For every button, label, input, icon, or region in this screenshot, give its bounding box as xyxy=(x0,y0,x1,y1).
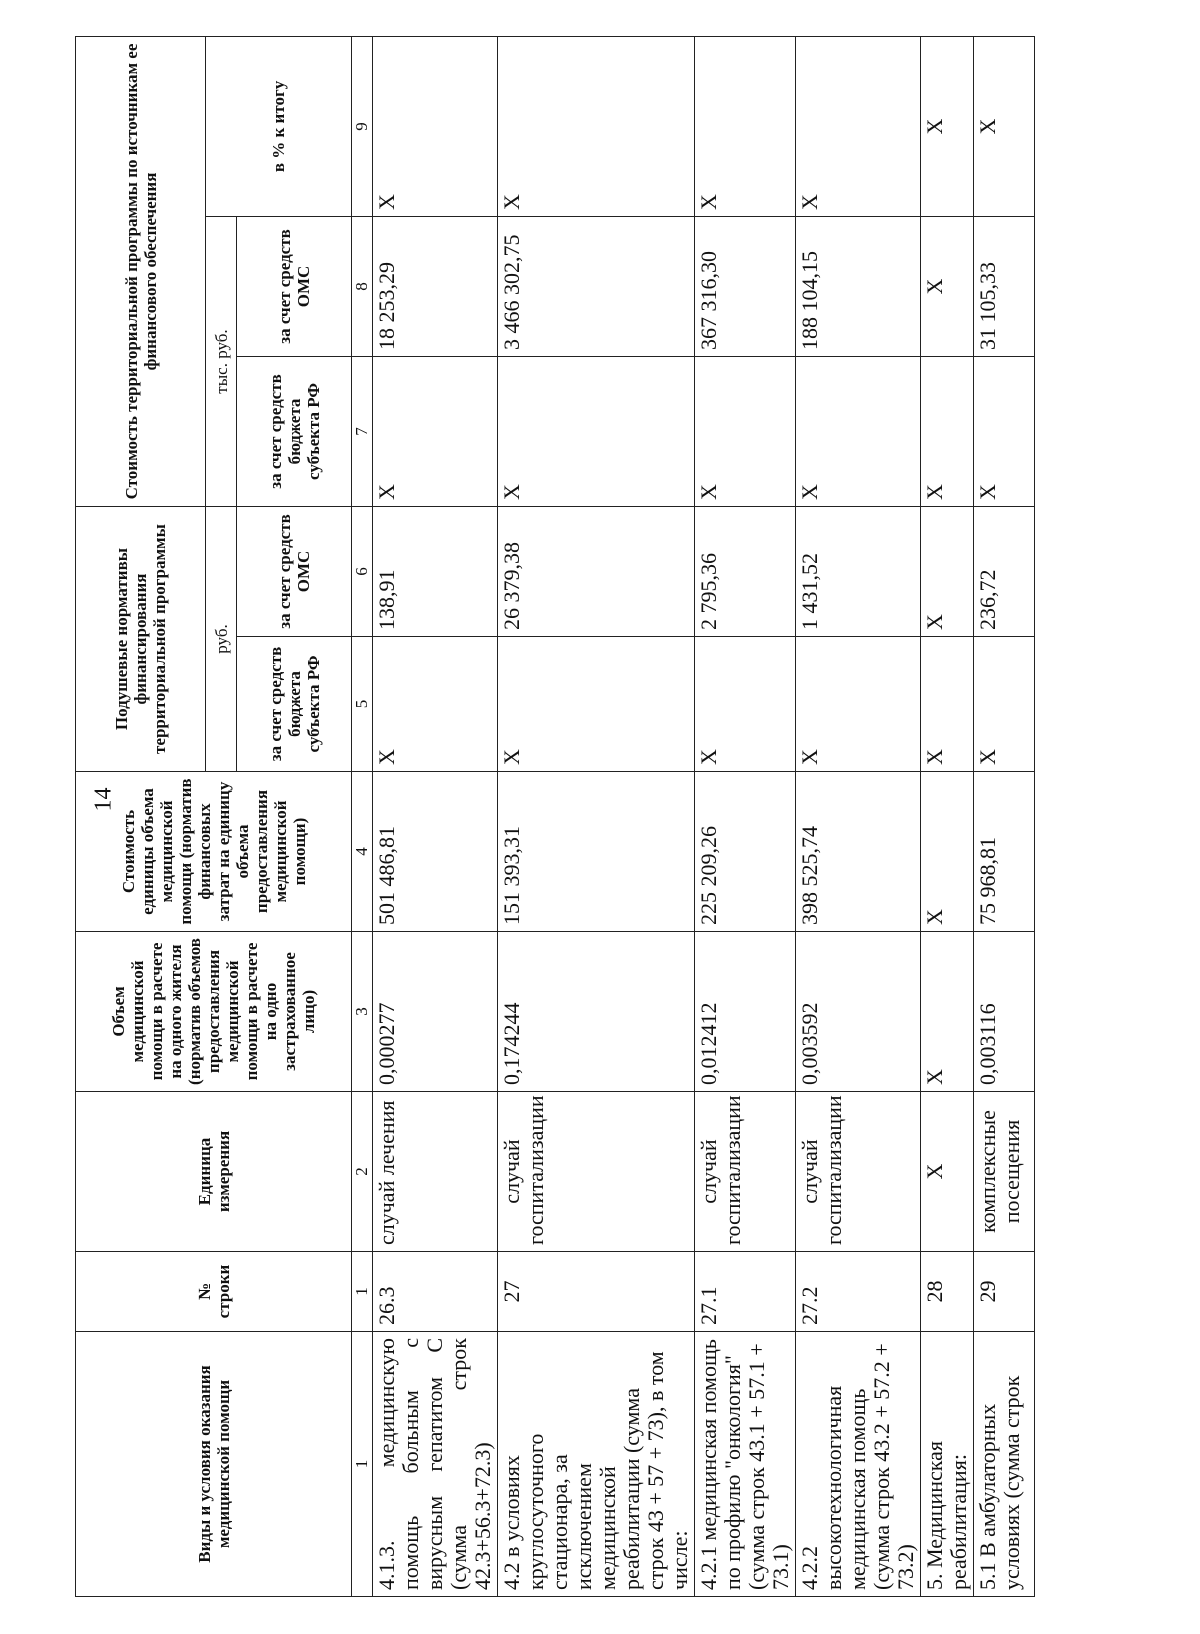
header-cost: Стоимость единицы объема медицинской помощи (норматив финансовых затрат на единицу объема предоставления медицинской помощи) xyxy=(76,772,352,932)
cell-row-no: 27 xyxy=(498,1252,695,1332)
cell-percent: X xyxy=(373,36,498,216)
cell-unit: случай лечения xyxy=(373,1092,498,1252)
cell-total-budget: X xyxy=(974,357,1035,507)
cell-pc-oms: 1 431,52 xyxy=(796,507,921,637)
header-unit-rub: руб. xyxy=(206,507,237,772)
cell-pc-oms: X xyxy=(921,507,974,637)
table-row xyxy=(921,36,974,1596)
header-total-budget: за счет средств бюджета субъекта РФ xyxy=(237,357,352,507)
column-number: 6 xyxy=(352,507,373,637)
cell-unit: случай госпитализации xyxy=(695,1092,796,1252)
cell-total-oms: 18 253,29 xyxy=(373,217,498,357)
cell-unit: случай госпитализации xyxy=(498,1092,695,1252)
cell-total-oms: 188 104,15 xyxy=(796,217,921,357)
column-number: 5 xyxy=(352,637,373,772)
cell-unit: случай госпитализации xyxy=(796,1092,921,1252)
cell-percent: X xyxy=(695,36,796,216)
column-number: 1 xyxy=(352,1252,373,1332)
table-row xyxy=(974,36,1035,1596)
cell-pc-budget: X xyxy=(921,637,974,772)
column-number: 3 xyxy=(352,932,373,1092)
cell-total-oms: 367 316,30 xyxy=(695,217,796,357)
cell-type: 4.1.3. медицинскую помощь больным с вирусным гепатитом С (сумма строк 42.3+56.3+72.3) xyxy=(373,1332,498,1597)
cell-total-budget: X xyxy=(373,357,498,507)
cell-unit: X xyxy=(921,1092,974,1252)
cell-unit: комплексные посещения xyxy=(974,1092,1035,1252)
column-number: 1 xyxy=(352,1332,373,1597)
cell-pc-budget: X xyxy=(373,637,498,772)
header-volume: Объем медицинской помощи в расчете на одного жителя (норматив объемов предоставления медицинской помощи в расчете на одно застрахованное лицо) xyxy=(76,932,352,1092)
cell-cost: 398 525,74 xyxy=(796,772,921,932)
table-row xyxy=(373,36,498,1596)
cell-row-no: 29 xyxy=(974,1252,1035,1332)
header-row-no: № строки xyxy=(76,1252,352,1332)
cell-pc-budget: X xyxy=(974,637,1035,772)
header-pc-oms: за счет средств ОМС xyxy=(237,507,352,637)
cell-percent: X xyxy=(921,36,974,216)
header-percapita-group: Подушевые нормативы финансирования территориальной программы xyxy=(76,507,206,772)
cell-total-budget: X xyxy=(498,357,695,507)
header-pc-budget: за счет средств бюджета субъекта РФ xyxy=(237,637,352,772)
cell-type: 4.2 в условиях круглосуточного стационара, за исключением медицинской реабилитации (сумма строк 43 + 57 + 73), в том числе: xyxy=(498,1332,695,1597)
column-number: 2 xyxy=(352,1092,373,1252)
column-number: 8 xyxy=(352,217,373,357)
table-row xyxy=(498,36,695,1596)
header-unit: Единица измерения xyxy=(76,1092,352,1252)
cell-row-no: 27.2 xyxy=(796,1252,921,1332)
table-row xyxy=(796,36,921,1596)
cell-cost: 151 393,31 xyxy=(498,772,695,932)
cell-pc-oms: 236,72 xyxy=(974,507,1035,637)
cell-volume: 0,012412 xyxy=(695,932,796,1092)
cell-total-oms: X xyxy=(921,217,974,357)
cell-percent: X xyxy=(498,36,695,216)
cell-volume: 0,003592 xyxy=(796,932,921,1092)
cell-row-no: 26.3 xyxy=(373,1252,498,1332)
header-unit-thousand-rub: тыс. руб. xyxy=(206,217,237,507)
cell-cost: 501 486,81 xyxy=(373,772,498,932)
cell-pc-budget: X xyxy=(498,637,695,772)
header-total-group: Стоимость территориальной программы по источникам ее финансового обеспечения xyxy=(76,36,206,506)
cell-type: 4.2.2 высокотехнологичная медицинская помощь (сумма строк 43.2 + 57.2 + 73.2) xyxy=(796,1332,921,1597)
cell-type: 4.2.1 медицинская помощь по профилю "онкология" (сумма строк 43.1 + 57.1 + 73.1) xyxy=(695,1332,796,1597)
cell-row-no: 28 xyxy=(921,1252,974,1332)
cell-volume: 0,000277 xyxy=(373,932,498,1092)
cell-pc-oms: 2 795,36 xyxy=(695,507,796,637)
cell-pc-oms: 138,91 xyxy=(373,507,498,637)
cell-total-oms: 31 105,33 xyxy=(974,217,1035,357)
header-total-oms: за счет средств ОМС xyxy=(237,217,352,357)
page-number: 14 xyxy=(90,787,117,812)
cell-volume: 0,174244 xyxy=(498,932,695,1092)
cell-cost: 225 209,26 xyxy=(695,772,796,932)
rotated-table-container xyxy=(75,37,1125,1597)
cell-type: 5.1 В амбулаторных условиях (сумма строк xyxy=(974,1332,1035,1597)
cell-volume: 0,003116 xyxy=(974,932,1035,1092)
cell-total-budget: X xyxy=(921,357,974,507)
cell-percent: X xyxy=(974,36,1035,216)
cell-pc-budget: X xyxy=(796,637,921,772)
column-number: 4 xyxy=(352,772,373,932)
cell-total-budget: X xyxy=(695,357,796,507)
cell-total-budget: X xyxy=(796,357,921,507)
cell-volume: X xyxy=(921,932,974,1092)
header-type: Виды и условия оказания медицинской помощи xyxy=(76,1332,352,1597)
cell-percent: X xyxy=(796,36,921,216)
table-row xyxy=(695,36,796,1596)
header-percent: в % к итогу xyxy=(206,36,352,216)
cell-pc-oms: 26 379,38 xyxy=(498,507,695,637)
cell-row-no: 27.1 xyxy=(695,1252,796,1332)
financing-table xyxy=(75,36,1035,1597)
cell-total-oms: 3 466 302,75 xyxy=(498,217,695,357)
cell-cost: X xyxy=(921,772,974,932)
column-number: 9 xyxy=(352,36,373,216)
cell-type: 5. Медицинская реабилитация: xyxy=(921,1332,974,1597)
cell-cost: 75 968,81 xyxy=(974,772,1035,932)
column-number: 7 xyxy=(352,357,373,507)
cell-pc-budget: X xyxy=(695,637,796,772)
